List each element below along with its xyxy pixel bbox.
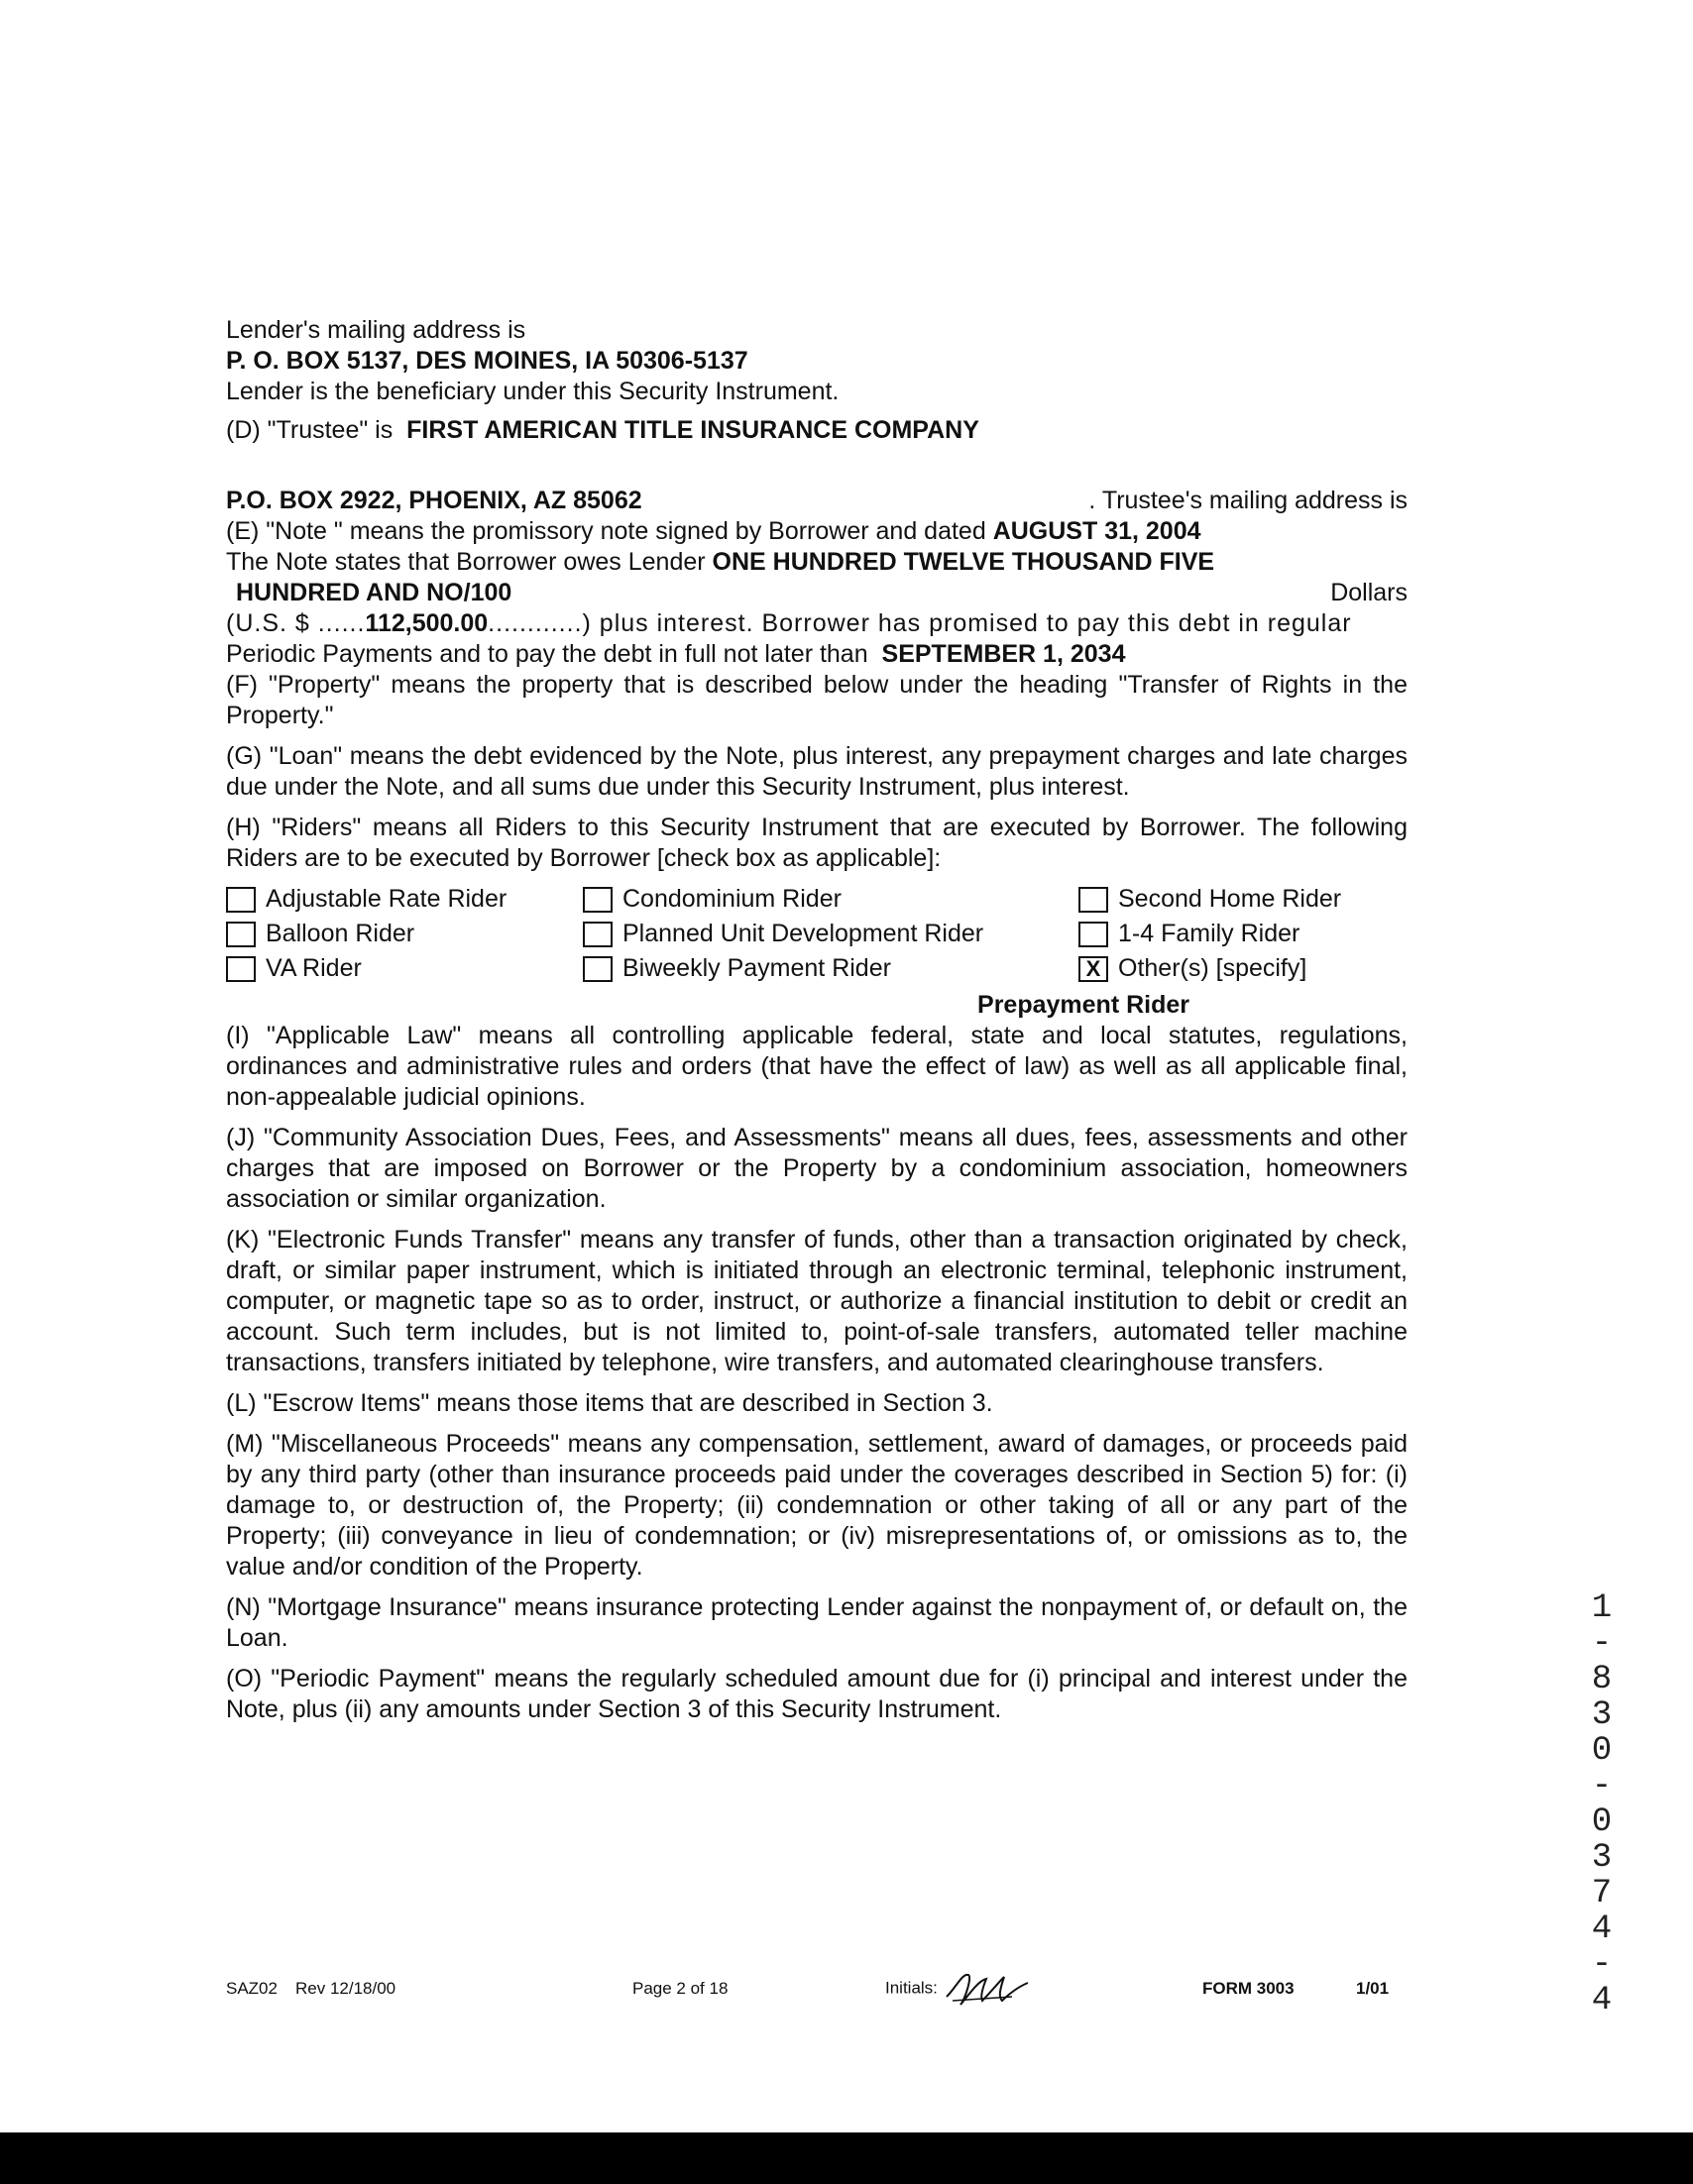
rider-label: Biweekly Payment Rider bbox=[622, 954, 891, 982]
other-rider-specified: Prepayment Rider bbox=[977, 991, 1189, 1019]
definition-j: (J) "Community Association Dues, Fees, and Assessments" means all dues, fees, assessments and other charges that are imposed on Borrower or the Property by a condominium association, homeowners association or similar organization. bbox=[226, 1124, 1408, 1213]
note-line-1-text: (E) "Note " means the promissory note signed by Borrower and dated bbox=[226, 517, 986, 545]
page-footer bbox=[226, 1967, 1408, 2011]
side-stamp bbox=[1582, 1590, 1622, 2019]
checkbox[interactable] bbox=[583, 887, 613, 913]
side-stamp-char: 8 bbox=[1591, 1661, 1613, 1698]
definition-l: (L) "Escrow Items" means those items that are described in Section 3. bbox=[226, 1389, 993, 1417]
side-stamp-char: 3 bbox=[1591, 1839, 1613, 1877]
note-line-us bbox=[226, 608, 1408, 639]
lender-mailing-label: Lender's mailing address is bbox=[226, 316, 526, 344]
definition-k: (K) "Electronic Funds Transfer" means any transfer of funds, other than a transaction originated by check, draft, or similar paper instrument, which is initiated through an electronic terminal, telephonic instrument, computer, or magnetic tape so as to order, instruct, or authorize a financial institution to debit or credit an account. Such term includes, but is not limited to, point-of-sale transfers, automated teller machine transactions, transfers initiated by telephone, wire transfers, and automated clearinghouse transfers. bbox=[226, 1226, 1408, 1376]
trustee-line bbox=[226, 415, 1408, 446]
rider-planned-unit-development[interactable] bbox=[583, 919, 1078, 949]
rider-1-4-family[interactable] bbox=[1078, 919, 1406, 949]
rider-label: Other(s) [specify] bbox=[1118, 954, 1307, 982]
side-stamp-char: - bbox=[1591, 1625, 1613, 1663]
trustee-address: P.O. BOX 2922, PHOENIX, AZ 85062 bbox=[226, 487, 642, 514]
riders-grid bbox=[226, 884, 1408, 984]
document-body bbox=[226, 315, 1408, 1735]
page-number: Page 2 of 18 bbox=[632, 1979, 729, 1998]
note-amount-words-1: ONE HUNDRED TWELVE THOUSAND FIVE bbox=[712, 548, 1215, 576]
definition-g: (G) "Loan" means the debt evidenced by the Note, plus interest, any prepayment charges and late charges due under the Note, and all sums due under this Security Instrument, plus interest. bbox=[226, 742, 1408, 801]
rider-label: 1-4 Family Rider bbox=[1118, 920, 1300, 947]
side-stamp-char: 3 bbox=[1591, 1696, 1613, 1734]
initials bbox=[885, 1967, 1202, 2011]
side-stamp-char: 0 bbox=[1591, 1803, 1613, 1841]
note-line-4-text: Periodic Payments and to pay the debt in full not later than bbox=[226, 640, 868, 668]
side-stamp-char: - bbox=[1591, 1946, 1613, 1984]
checkbox[interactable] bbox=[226, 922, 256, 947]
checkbox[interactable] bbox=[226, 956, 256, 982]
rider-others[interactable] bbox=[1078, 953, 1406, 984]
scan-bottom-border bbox=[0, 2132, 1693, 2184]
definition-h: (H) "Riders" means all Riders to this Security Instrument that are executed by Borrower. The following Riders are to be executed by Borrower [check box as applicable]: bbox=[226, 814, 1408, 872]
trustee-address-label: . Trustee's mailing address is bbox=[1088, 487, 1408, 514]
note-due-date: SEPTEMBER 1, 2034 bbox=[881, 640, 1126, 668]
definition-i: (I) "Applicable Law" means all controlling applicable federal, state and local statutes, regulations, ordinances and administrative rules and orders (that have the effect of law) as well as all applicable final, non-appealable judicial opinions. bbox=[226, 1022, 1408, 1111]
side-stamp-char: 4 bbox=[1591, 1911, 1613, 1948]
note-line-2 bbox=[226, 547, 1408, 578]
note-line-1 bbox=[226, 516, 1408, 547]
checkbox[interactable] bbox=[1078, 922, 1108, 947]
definition-o: (O) "Periodic Payment" means the regularly scheduled amount due for (i) principal and interest under the Note, plus (ii) any amounts under Section 3 of this Security Instrument. bbox=[226, 1665, 1408, 1723]
trustee-name: FIRST AMERICAN TITLE INSURANCE COMPANY bbox=[406, 416, 979, 444]
note-line-4 bbox=[226, 639, 1408, 670]
revision: Rev 12/18/00 bbox=[295, 1979, 396, 1998]
rider-label: Balloon Rider bbox=[266, 920, 415, 947]
rider-label: Planned Unit Development Rider bbox=[622, 920, 984, 947]
checkbox[interactable] bbox=[226, 887, 256, 913]
lender-beneficiary: Lender is the beneficiary under this Security Instrument. bbox=[226, 378, 840, 405]
side-stamp-char: 4 bbox=[1591, 1982, 1613, 2020]
rider-biweekly-payment[interactable] bbox=[583, 953, 1078, 984]
checkbox[interactable] bbox=[1078, 887, 1108, 913]
note-amount-words-2: HUNDRED AND NO/100 bbox=[236, 579, 512, 606]
trustee-prefix: (D) "Trustee" is bbox=[226, 416, 394, 444]
rider-label: VA Rider bbox=[266, 954, 362, 982]
checkbox[interactable] bbox=[583, 922, 613, 947]
form-code: SAZ02 bbox=[226, 1979, 278, 1998]
checkbox[interactable] bbox=[583, 956, 613, 982]
note-us-prefix: (U.S. $ ...... bbox=[226, 609, 366, 637]
note-dollars: Dollars bbox=[1330, 579, 1408, 606]
rider-second-home[interactable] bbox=[1078, 884, 1406, 915]
checkbox-checked[interactable]: X bbox=[1078, 956, 1108, 982]
rider-balloon[interactable] bbox=[226, 919, 583, 949]
side-stamp-char: - bbox=[1591, 1768, 1613, 1805]
initials-label: Initials: bbox=[885, 1978, 938, 1998]
note-amount: 112,500.00 bbox=[365, 609, 489, 637]
definition-f: (F) "Property" means the property that is described below under the heading "Transfer of Rights in the Property." bbox=[226, 671, 1408, 729]
rider-adjustable-rate[interactable] bbox=[226, 884, 583, 915]
definition-m: (M) "Miscellaneous Proceeds" means any compensation, settlement, award of damages, or proceeds paid by any third party (other than insurance proceeds paid under the coverages described in Section 5) for: (i) damage to, or destruction of, the Property; (ii) condemnation or other taking of all or any part of the Property; (iii) conveyance in lieu of condemnation; or (iv) misrepresentations of, or omissions as to, the value and/or condition of the Property. bbox=[226, 1430, 1408, 1581]
form-date: 1/01 bbox=[1356, 1979, 1390, 1998]
form-number: FORM 3003 bbox=[1202, 1979, 1295, 1998]
lender-mailing-address: P. O. BOX 5137, DES MOINES, IA 50306-5137 bbox=[226, 347, 748, 375]
note-us-suffix: ............) plus interest. Borrower has promised to pay this debt in regular bbox=[488, 609, 1352, 637]
note-line-3 bbox=[226, 578, 1408, 608]
definition-n: (N) "Mortgage Insurance" means insurance protecting Lender against the nonpayment of, or default on, the Loan. bbox=[226, 1593, 1408, 1652]
rider-label: Condominium Rider bbox=[622, 885, 842, 913]
rider-condominium[interactable] bbox=[583, 884, 1078, 915]
note-date: AUGUST 31, 2004 bbox=[992, 517, 1201, 545]
side-stamp-char: 0 bbox=[1591, 1732, 1613, 1770]
rider-label: Adjustable Rate Rider bbox=[266, 885, 508, 913]
side-stamp-char: 7 bbox=[1591, 1875, 1613, 1912]
rider-va[interactable] bbox=[226, 953, 583, 984]
side-stamp-char: 1 bbox=[1591, 1589, 1613, 1627]
trustee-address-row bbox=[226, 486, 1408, 516]
note-line-2-text: The Note states that Borrower owes Lender bbox=[226, 548, 706, 576]
initials-signature bbox=[943, 1967, 1032, 2011]
rider-label: Second Home Rider bbox=[1118, 885, 1342, 913]
